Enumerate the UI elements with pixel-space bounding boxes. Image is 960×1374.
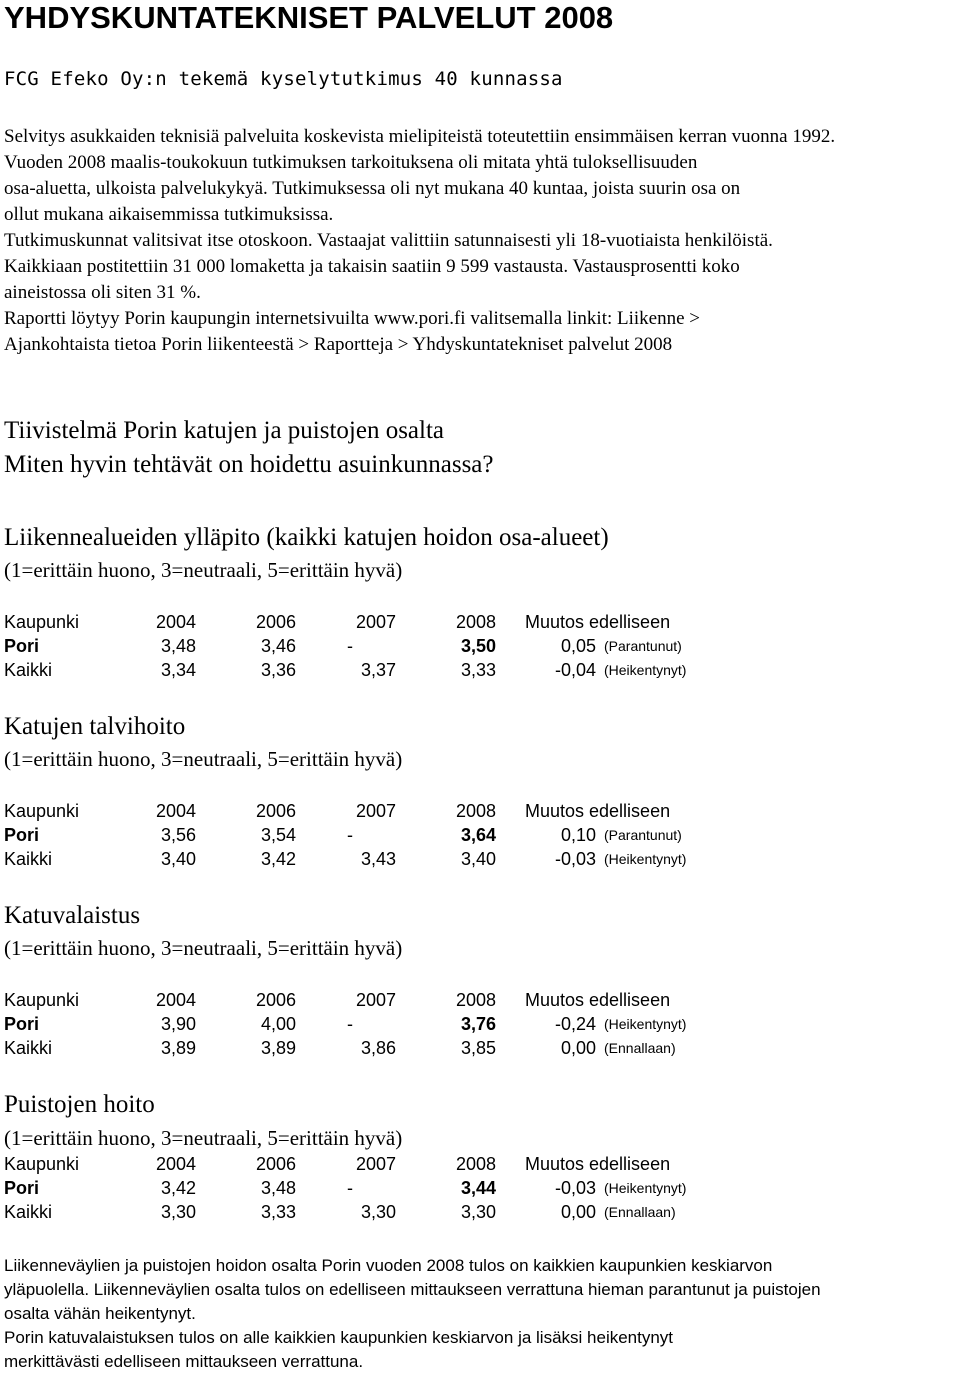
change-note: (Heikentynyt) bbox=[604, 1016, 687, 1032]
col-header-2007: 2007 bbox=[355, 1154, 396, 1174]
conclusion-paragraph bbox=[4, 1254, 954, 1374]
table-header-row bbox=[0, 988, 960, 1012]
rating-scale: (1=erittäin huono, 3=neutraali, 5=erittäin hyvä) bbox=[4, 558, 403, 582]
col-header-2006: 2006 bbox=[255, 801, 296, 821]
intro-line: osa-aluetta, ulkoista palvelukykyä. Tutkimuksessa oli nyt mukana 40 kuntaa, joista suurin osa on bbox=[4, 178, 741, 199]
value-2008: 3,76 bbox=[460, 1014, 496, 1034]
intro-line: Raportti löytyy Porin kaupungin internetsivuilta www.pori.fi valitsemalla linkit: Liikenne > bbox=[4, 308, 701, 329]
value-2008: 3,64 bbox=[460, 825, 496, 845]
value-2007: - bbox=[347, 636, 353, 656]
col-header-change: Muutos edelliseen bbox=[525, 801, 671, 821]
change-note: (Heikentynyt) bbox=[604, 1180, 687, 1196]
value-2007: - bbox=[347, 825, 353, 845]
rating-scale: (1=erittäin huono, 3=neutraali, 5=erittäin hyvä) bbox=[4, 936, 403, 960]
footer-line: yläpuolella. Liikenneväylien osalta tulos on edelliseen mittaukseen verrattuna hieman parantunut ja puistojen bbox=[4, 1280, 821, 1299]
value-2006: 3,46 bbox=[260, 636, 296, 656]
change-value: 0,00 bbox=[560, 1038, 596, 1058]
value-2006: 4,00 bbox=[260, 1014, 296, 1034]
value-2007: - bbox=[347, 1178, 353, 1198]
value-2007: - bbox=[347, 1014, 353, 1034]
change-value: -0,03 bbox=[554, 849, 596, 869]
table-header-row bbox=[0, 799, 960, 823]
city-cell: Pori bbox=[4, 636, 40, 656]
value-2006: 3,42 bbox=[260, 849, 296, 869]
table-row bbox=[0, 823, 960, 847]
city-cell: Kaikki bbox=[4, 1202, 53, 1222]
table-header-row bbox=[0, 610, 960, 634]
value-2008: 3,40 bbox=[460, 849, 496, 869]
section-title: Puistojen hoito bbox=[4, 1091, 155, 1118]
col-header-2008: 2008 bbox=[455, 801, 496, 821]
section-title: Katuvalaistus bbox=[4, 902, 141, 929]
value-2004: 3,30 bbox=[160, 1202, 196, 1222]
intro-line: Ajankohtaista tietoa Porin liikenteestä > Raportteja > Yhdyskuntatekniset palvelut 2008 bbox=[4, 334, 673, 355]
change-value: -0,24 bbox=[554, 1014, 596, 1034]
value-2008: 3,33 bbox=[460, 660, 496, 680]
rating-scale: (1=erittäin huono, 3=neutraali, 5=erittäin hyvä) bbox=[4, 1126, 403, 1150]
col-header-city: Kaupunki bbox=[4, 801, 80, 821]
section-title: Liikennealueiden ylläpito (kaikki katujen hoidon osa-alueet) bbox=[4, 524, 609, 551]
footer-line: Liikenneväylien ja puistojen hoidon osalta Porin vuoden 2008 tulos on kaikkien kaupunkien keskiarvon bbox=[4, 1256, 773, 1275]
footer-line: osalta vähän heikentynyt. bbox=[4, 1304, 196, 1323]
city-cell: Kaikki bbox=[4, 660, 53, 680]
value-2006: 3,48 bbox=[260, 1178, 296, 1198]
value-2004: 3,56 bbox=[160, 825, 196, 845]
change-note: (Parantunut) bbox=[604, 638, 682, 654]
value-2008: 3,44 bbox=[460, 1178, 496, 1198]
rating-scale: (1=erittäin huono, 3=neutraali, 5=erittäin hyvä) bbox=[4, 747, 403, 771]
value-2007: 3,37 bbox=[360, 660, 396, 680]
change-value: 0,05 bbox=[560, 636, 596, 656]
summary-heading-line-1: Tiivistelmä Porin katujen ja puistojen osalta bbox=[4, 417, 445, 444]
col-header-2004: 2004 bbox=[155, 612, 196, 632]
value-2007: 3,30 bbox=[360, 1202, 396, 1222]
col-header-2006: 2006 bbox=[255, 612, 296, 632]
city-cell: Pori bbox=[4, 1178, 40, 1198]
value-2004: 3,48 bbox=[160, 636, 196, 656]
ratings-table bbox=[0, 799, 960, 871]
value-2004: 3,34 bbox=[160, 660, 196, 680]
table-row bbox=[0, 658, 960, 682]
col-header-2007: 2007 bbox=[355, 990, 396, 1010]
ratings-table bbox=[0, 610, 960, 682]
col-header-2004: 2004 bbox=[155, 1154, 196, 1174]
col-header-2008: 2008 bbox=[455, 612, 496, 632]
intro-line: Kaikkiaan postitettiin 31 000 lomaketta ja takaisin saatiin 9 599 vastausta. Vastausprosentti koko bbox=[4, 256, 740, 277]
city-cell: Pori bbox=[4, 825, 40, 845]
intro-paragraph bbox=[4, 124, 954, 358]
value-2004: 3,89 bbox=[160, 1038, 196, 1058]
col-header-2007: 2007 bbox=[355, 801, 396, 821]
col-header-city: Kaupunki bbox=[4, 990, 80, 1010]
col-header-change: Muutos edelliseen bbox=[525, 612, 671, 632]
table-row bbox=[0, 634, 960, 658]
table-header-row bbox=[0, 1152, 960, 1176]
col-header-2004: 2004 bbox=[155, 801, 196, 821]
footer-line: merkittävästi edelliseen mittaukseen verrattuna. bbox=[4, 1352, 364, 1371]
summary-heading bbox=[4, 414, 494, 482]
value-2007: 3,43 bbox=[360, 849, 396, 869]
summary-heading-line-2: Miten hyvin tehtävät on hoidettu asuinkunnassa? bbox=[4, 451, 494, 478]
col-header-2007: 2007 bbox=[355, 612, 396, 632]
change-value: 0,00 bbox=[560, 1202, 596, 1222]
change-note: (Ennallaan) bbox=[604, 1204, 676, 1220]
city-cell: Pori bbox=[4, 1014, 40, 1034]
ratings-table bbox=[0, 988, 960, 1060]
section-title: Katujen talvihoito bbox=[4, 713, 186, 740]
value-2006: 3,36 bbox=[260, 660, 296, 680]
intro-line: Vuoden 2008 maalis-toukokuun tutkimuksen tarkoituksena oli mitata yhtä tuloksellisuuden bbox=[4, 152, 698, 173]
col-header-2008: 2008 bbox=[455, 990, 496, 1010]
change-note: (Parantunut) bbox=[604, 827, 682, 843]
change-note: (Heikentynyt) bbox=[604, 851, 687, 867]
value-2008: 3,30 bbox=[460, 1202, 496, 1222]
value-2006: 3,33 bbox=[260, 1202, 296, 1222]
city-cell: Kaikki bbox=[4, 1038, 53, 1058]
change-note: (Ennallaan) bbox=[604, 1040, 676, 1056]
col-header-2008: 2008 bbox=[455, 1154, 496, 1174]
value-2004: 3,90 bbox=[160, 1014, 196, 1034]
ratings-table bbox=[0, 1152, 960, 1224]
value-2006: 3,54 bbox=[260, 825, 296, 845]
city-cell: Kaikki bbox=[4, 849, 53, 869]
value-2008: 3,85 bbox=[460, 1038, 496, 1058]
table-row bbox=[0, 1200, 960, 1224]
change-value: -0,03 bbox=[554, 1178, 596, 1198]
value-2008: 3,50 bbox=[460, 636, 496, 656]
col-header-2004: 2004 bbox=[155, 990, 196, 1010]
document-title: YHDYSKUNTATEKNISET PALVELUT 2008 bbox=[4, 0, 614, 35]
value-2006: 3,89 bbox=[260, 1038, 296, 1058]
change-note: (Heikentynyt) bbox=[604, 662, 687, 678]
col-header-city: Kaupunki bbox=[4, 1154, 80, 1174]
intro-line: Tutkimuskunnat valitsivat itse otoskoon. Vastaajat valittiin satunnaisesti yli 18-vuotiaista henkilöistä. bbox=[4, 230, 773, 251]
document-subtitle: FCG Efeko Oy:n tekemä kyselytutkimus 40 kunnassa bbox=[4, 68, 563, 90]
col-header-2006: 2006 bbox=[255, 1154, 296, 1174]
col-header-2006: 2006 bbox=[255, 990, 296, 1010]
col-header-change: Muutos edelliseen bbox=[525, 990, 671, 1010]
footer-line: Porin katuvalaistuksen tulos on alle kaikkien kaupunkien keskiarvon ja lisäksi heikentynyt bbox=[4, 1328, 674, 1347]
change-value: -0,04 bbox=[554, 660, 596, 680]
value-2004: 3,42 bbox=[160, 1178, 196, 1198]
intro-line: Selvitys asukkaiden teknisiä palveluita koskevista mielipiteistä toteutettiin ensimmäisen kerran vuonna 1992. bbox=[4, 126, 836, 147]
col-header-change: Muutos edelliseen bbox=[525, 1154, 671, 1174]
value-2004: 3,40 bbox=[160, 849, 196, 869]
intro-line: ollut mukana aikaisemmissa tutkimuksissa. bbox=[4, 204, 334, 225]
value-2007: 3,86 bbox=[360, 1038, 396, 1058]
table-row bbox=[0, 1012, 960, 1036]
table-row bbox=[0, 1176, 960, 1200]
intro-line: aineistossa oli siten 31 %. bbox=[4, 282, 201, 303]
change-value: 0,10 bbox=[560, 825, 596, 845]
col-header-city: Kaupunki bbox=[4, 612, 80, 632]
table-row bbox=[0, 1036, 960, 1060]
table-row bbox=[0, 847, 960, 871]
